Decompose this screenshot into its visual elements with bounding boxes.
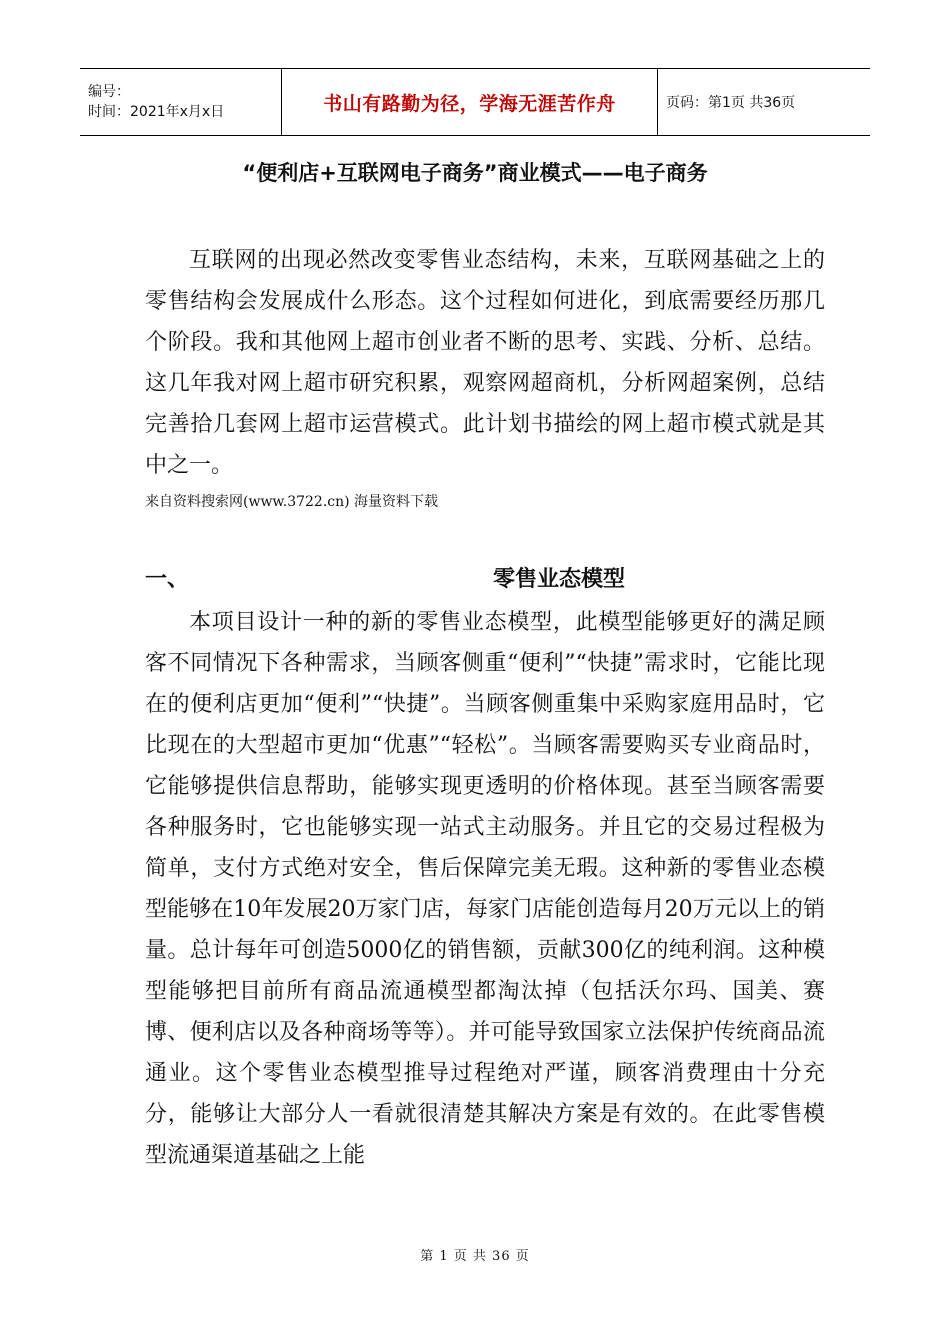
time-label: 时间：2021年x月x日	[88, 104, 225, 120]
document-title: “便利店+互联网电子商务”商业模式——电子商务	[242, 161, 708, 185]
page-footer: 第 1 页 共 36 页	[420, 1249, 530, 1264]
document-header	[80, 68, 870, 136]
section-number: 一、	[145, 567, 190, 592]
header-page-info	[658, 69, 870, 135]
motto-text: 书山有路勤为径，学海无涯苦作舟	[323, 92, 616, 115]
number-label: 编号：	[88, 84, 130, 100]
page-info-text: 页码：第1页 共36页	[666, 95, 796, 111]
header-motto	[282, 69, 658, 135]
source-note: 来自资料搜索网(www.3722.cn) 海量资料下载	[145, 494, 439, 510]
section-heading	[145, 562, 825, 598]
header-meta	[80, 69, 282, 135]
body-paragraph: 本项目设计一种的新的零售业态模型，此模型能够更好的满足顾客不同情况下各种需求，当顾客侧重“便利”“快捷”需求时，它能比现在的便利店更加“便利”“快捷”。当顾客侧重集中采购家庭用品时，它比现在的大型超市更加“优惠”“轻松”。当顾客需要购买专业商品时，它能够提供信息帮助，能够实现更透明的价格体现。甚至当顾客需要各种服务时，它也能够实现一站式主动服务。并且它的交易过程极为简单，支付方式绝对安全，售后保障完美无瑕。这种新的零售业态模型能够在10年发展20万家门店，每家门店能创造每月20万元以上的销量。总计每年可创造5000亿的销售额，贡献300亿的纯利润。这种模型能够把目前所有商品流通模型都淘汰掉（包括沃尔玛、国美、赛博、便利店以及各种商场等等）。并可能导致国家立法保护传统商品流通业。这个零售业态模型推导过程绝对严谨，顾客消费理由十分充分，能够让大部分人一看就很清楚其解决方案是有效的。在此零售模型流通渠道基础之上能	[145, 610, 825, 1168]
section-title: 零售业态模型	[493, 567, 626, 592]
intro-paragraph: 互联网的出现必然改变零售业态结构，未来，互联网基础之上的零售结构会发展成什么形态。这个过程如何进化，到底需要经历那几个阶段。我和其他网上超市创业者不断的思考、实践、分析、总结。这几年我对网上超市研究积累，观察网超商机，分析网超案例，总结完善拾几套网上超市运营模式。此计划书描绘的网上超市模式就是其中之一。	[145, 248, 825, 478]
